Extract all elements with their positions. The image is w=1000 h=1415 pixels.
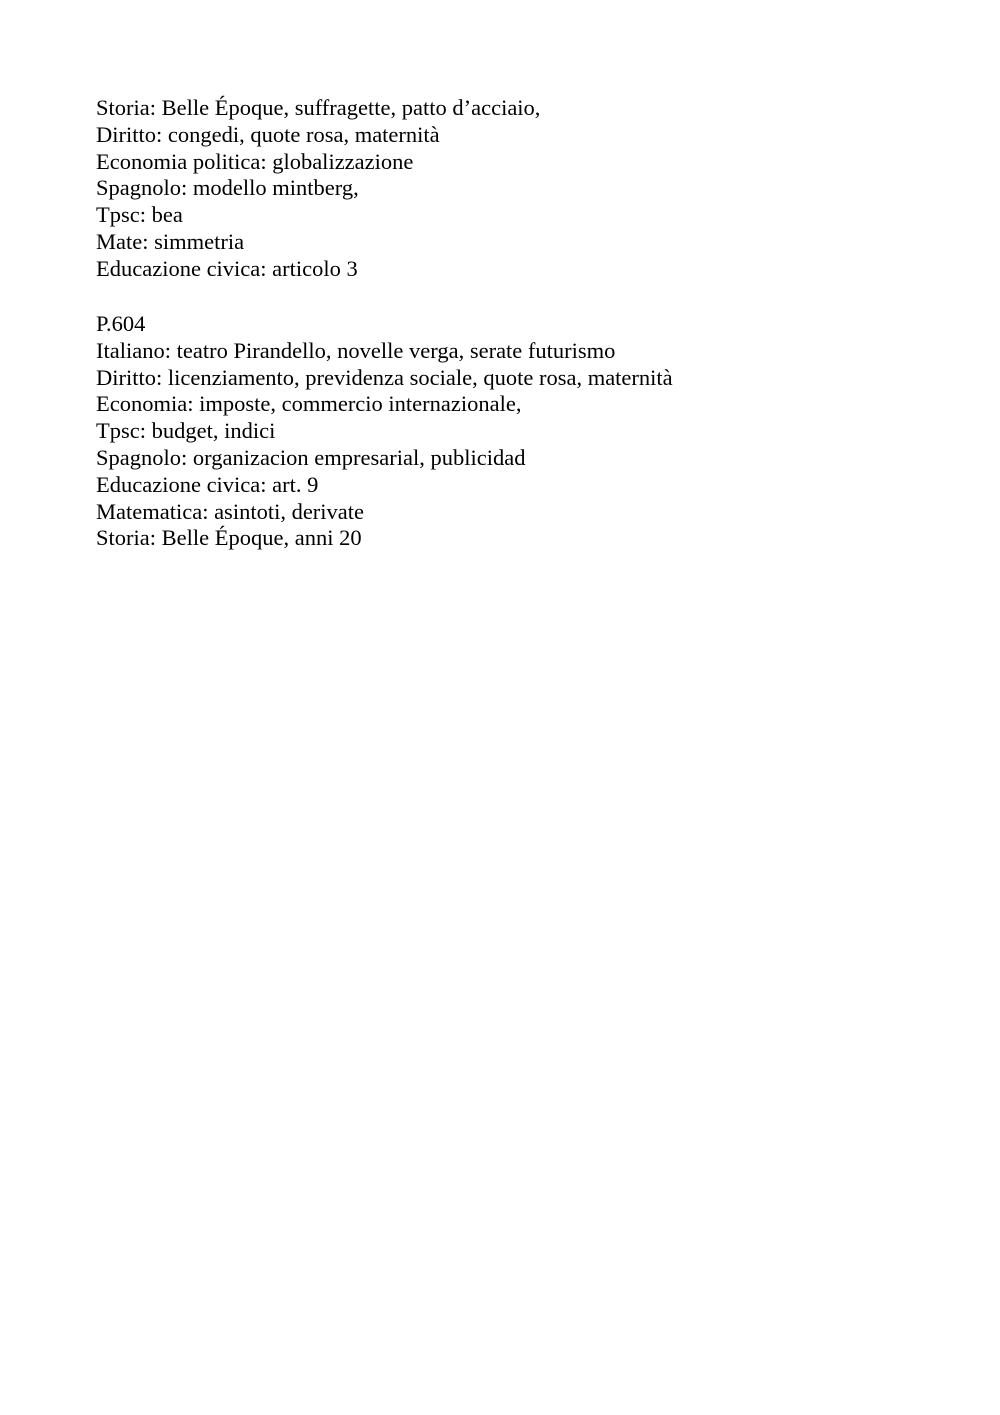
line-diritto: Diritto: licenziamento, previdenza sociale, quote rosa, maternità [96, 364, 673, 390]
line-storia: Storia: Belle Époque, anni 20 [96, 525, 362, 551]
line-spagnolo: Spagnolo: modello mintberg, [96, 175, 359, 201]
line-economia: Economia: imposte, commercio internazionale, [96, 391, 522, 417]
line-tpsc: Tpsc: bea [96, 202, 183, 228]
section-2 [96, 311, 673, 552]
line-matematica: Matematica: asintoti, derivate [96, 498, 365, 524]
line-storia: Storia: Belle Époque, suffragette, patto d’acciaio, [96, 95, 541, 120]
line-tpsc: Tpsc: budget, indici [96, 418, 276, 444]
line-italiano: Italiano: teatro Pirandello, novelle verga, serate futurismo [96, 337, 616, 363]
section-heading: P.604 [96, 311, 146, 336]
line-educazione-civica: Educazione civica: articolo 3 [96, 255, 358, 281]
line-spagnolo: Spagnolo: organizacion empresarial, publicidad [96, 444, 526, 470]
line-mate: Mate: simmetria [96, 228, 245, 254]
line-educazione-civica: Educazione civica: art. 9 [96, 471, 319, 497]
line-diritto: Diritto: congedi, quote rosa, maternità [96, 121, 440, 147]
line-economia-politica: Economia politica: globalizzazione [96, 148, 414, 174]
section-1 [96, 95, 540, 283]
